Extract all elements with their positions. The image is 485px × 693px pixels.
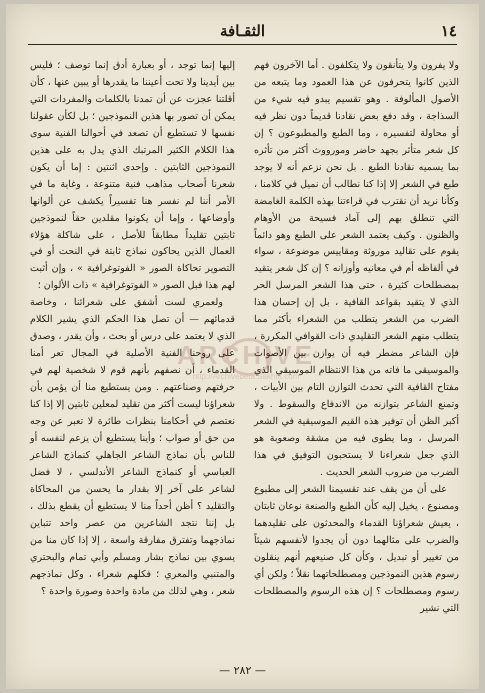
running-title: الثقـافة bbox=[219, 22, 266, 40]
paragraph: على أن من يقف عند تقسيمنا الشعر إلى مطبوع ومصنوع ، يخيل إليه كأن الطبع والصنعة نوعان ثابتان ، يعيش شعراؤنا القدماء والمحدثون على تقليدهما والضرب على مثالهما دون أن يجدوا لأنفسهم شيئاً من تغيير أو تبديل ، وكأن كل صنيعهم أنهم ينقلون رسوم هذين النموذجين ومصطلحاتهما نقلاً ؛ ولكن أي رسوم ومصطلحات ؟ إن هذه الرسوم والمصطلحات التي نشير bbox=[254, 483, 459, 614]
magazine-page bbox=[6, 4, 479, 689]
page-number: ١٤ bbox=[440, 22, 457, 40]
paragraph: ولا يفرون ولا يتأنقون ولا يتكلفون . أما الآخرون فهم الذين كانوا يتحرفون عن هذا العمود وما يتبعه من الأصول المألوفة . وهو تقسيم يبدو فيه شيء من السذاجة ، وقد دفع بعض نقادنا قديماً دون نظر فيه أو محاولة لتفسيره ، وما الطبع والمطبوعون ؟ إن كل شعر متأثر بجهد حاضر ومورووث أكثر من تأثره بما يسميه نقادنا الطبع . بل نحن نزعم أنه لا يوجد طبع في الشعر إلا إذا كنا نطالب أن نميل في كلامنا ، وكأنا نريد أن نقترب في قراءتنا بهذه الكلمة الغامضة التي تنطلق بهم إلى آماد فسيحة من الأوهام والظنون . وكيف يعتمد الشعر على الطبع وهو دائماً يقوم على تقاليد موروثة ومقاييس موضوعة ، سواء في ألفاظه أم في معانيه وأوزانه ؟ إن كل شعر يتقيد بمصطلحات كثيرة ، حتى هذا الشعر المرسل الحر الذي لا يتقيد بقواعد القافية ، بل إن إحسان هذا الضرب من الشعر يتطلب من الشعراء بأكثر مما يتطلب منهم الشعر التقليدي ذات القوافي المكررة ، فإن الشاعر مضطر فيه أن يوازن بين الأصوات والموسيقى ما فاته من هذا الانتظام الموسيقي الذي مفتاح القافية التي تحدث التوازن التام بين الأبيات ، وتمنع الشاعر بتوازنه من الاندفاع والسقوط . ولا أكبر الظن أن توفير هذه القيم الموسيقية في الشعر المرسل ، وما يطوى فيه من مشقة وصعوبة هو الذي جعل شعراءنا لا يستحبون التوفيق في هذا الضرب من ضروب الشعر الحديث . bbox=[254, 60, 459, 478]
paragraph: إليها إنما توجد ، أو بعبارة أدق إنما توصف ؛ فليس بين أيدينا ولا تحت أعيننا ما يقدرها أو يبين عنها ، كأن أقلتنا عجزت عن أن تمدنا بالكلمات والمفردات التي يمكن أن تصور بها هذين النموذجين ؛ بل لكأن عقولنا نفسها لا تستطيع أن تصعد في أحوالنا الفنية سوى هذا الكلام الكثير المرتبك الذي يدل به على هذين النموذجين الثابتين . وإحدى اثنتين : إما أن يكون شعرنا أصحاب مذاهب فنية متنوعة ، وغاية ما في الأمر أننا لم نفسر هنا تفسيراً يكشف عن ألوانها وأوضاعها ، وإما أن يكونوا مقلدين حقاً لنموذجين ثابتين تقليداً مطابقاً للأصل ، على شاكلة هؤلاء العمال الذين يحاكون نماذج ثابتة في النحت أو في التصوير تحاكاة الصور « الفوتوغرافية » ، وإن أثبت لهم هذا فبل الصور « الفوتوغرافية » ذات الألوان ؛ bbox=[30, 60, 235, 292]
watermark-url: http://Archivebeta.Sakhrit.com bbox=[192, 372, 300, 381]
watermark-title: ARCHIVE bbox=[176, 340, 315, 370]
folio-number: — ٢٨٢ — bbox=[219, 664, 266, 677]
page-header bbox=[28, 18, 457, 45]
paragraph: ولعمري لست أشفق على شعرائنا ، وخاصة قدمائهم — أن تصل هذا الحكم الذي يشير الكلام الذي لا يعتمد على درس أو بحث ، وأن يقدر ، وصدق على روحنا الفنية الأصلية في المجال تعر أمنا القدماء ، أن نصفهم بأنهم قوم لا شخصية لهم في حرفتهم وصناعتهم . ومن يستطيع منا أن يؤمن بأن شعراؤنا ليست أكثر من تقليد لمعلين ثابتين إلا إذا كنا نعتصم في أحكامنا بنظرات طائرة لا تعبر عن وجه من حق أو صواب ؛ وأينا يستطيع أن يزعم لنفسه أو للناس بأن نماذج الشاعر الجاهلي كنماذج الشاعر العباسي أو كنماذج الشاعر الأندلسي ، لا فضل لشاعر على آخر إلا بقدار ما يحسن من المحاكاة والتقليد ؟ أظن أحداً منا لا يستطيع أن يقطع بذلك ، بل إننا نتجد الشاعرين من عصر واحد تتباين نماذجهما وتفترق مفارقة واسعة ، إلا إذا كان منا من يسوي بين نماذج بشار ومسلم وأبي تمام والبحتري والمتنبي والمعري ؛ فكلهم شعراء ، وكل نماذجهم شعر ، وهي لذلك من مادة واحدة وصورة واحدة ؟ bbox=[30, 297, 235, 597]
text-column-right bbox=[254, 58, 459, 617]
text-column-left bbox=[30, 58, 235, 601]
